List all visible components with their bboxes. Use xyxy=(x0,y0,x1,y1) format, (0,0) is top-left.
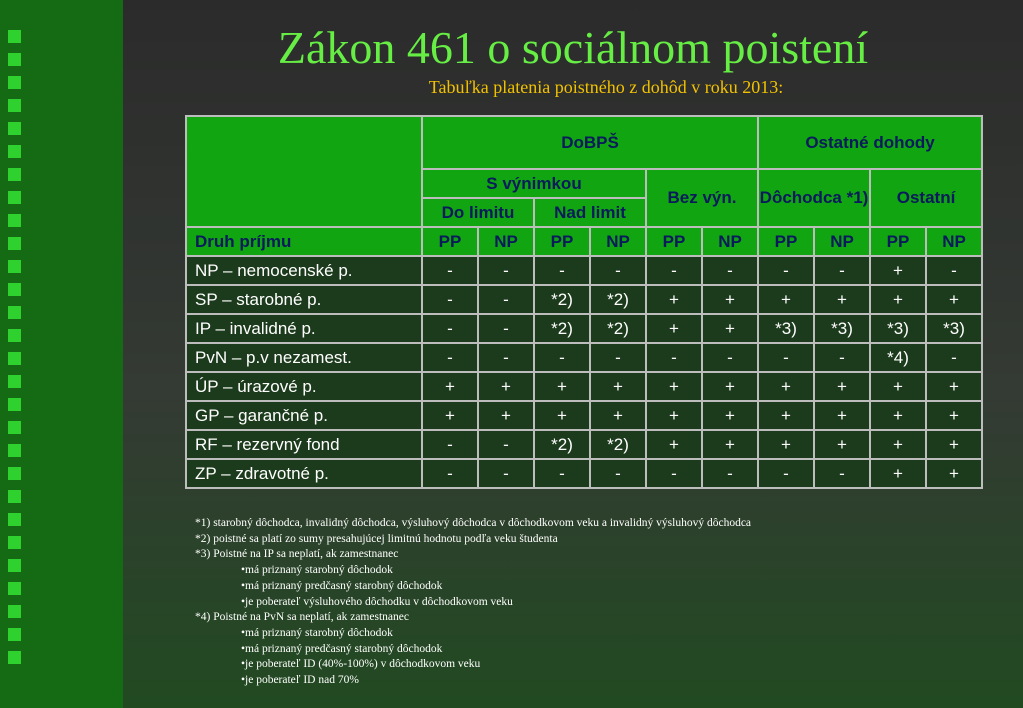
decor-square xyxy=(8,329,21,342)
table-cell: + xyxy=(702,401,758,430)
table-cell: *4) xyxy=(870,343,926,372)
table-cell: + xyxy=(926,372,982,401)
table-cell: - xyxy=(478,256,534,285)
table-cell: *3) xyxy=(870,314,926,343)
table-cell: + xyxy=(814,285,870,314)
table-cell: - xyxy=(478,459,534,488)
decor-square xyxy=(8,214,21,227)
decor-square xyxy=(8,260,21,273)
table-cell: - xyxy=(478,285,534,314)
table-cell: - xyxy=(702,256,758,285)
table-cell: + xyxy=(814,372,870,401)
footnote-line: *4) Poistné na PvN sa neplatí, ak zamestnanec xyxy=(195,611,409,624)
footnote-line: •má priznaný starobný dôchodok xyxy=(241,564,393,577)
row-label: IP – invalidné p. xyxy=(186,314,422,343)
row-label: GP – garančné p. xyxy=(186,401,422,430)
table-cell: + xyxy=(870,372,926,401)
decor-square xyxy=(8,237,21,250)
column-header: PP xyxy=(646,227,702,256)
header-dobps: DoBPŠ xyxy=(422,116,758,169)
footnotes xyxy=(195,516,995,689)
table-cell: - xyxy=(590,256,646,285)
table-row xyxy=(186,401,982,430)
header-dochodca: Dôchodca *1) xyxy=(758,169,870,227)
table-cell: *2) xyxy=(534,285,590,314)
table-cell: + xyxy=(646,285,702,314)
decor-square xyxy=(8,99,21,112)
table-row xyxy=(186,285,982,314)
table-cell: - xyxy=(422,459,478,488)
table-cell: - xyxy=(758,343,814,372)
footnote-line: •je poberateľ ID (40%-100%) v dôchodkovom veku xyxy=(241,658,481,671)
table-cell: *3) xyxy=(758,314,814,343)
table-cell: + xyxy=(422,372,478,401)
table-cell: + xyxy=(702,285,758,314)
table-cell: - xyxy=(814,256,870,285)
decor-square xyxy=(8,513,21,526)
table-cell: + xyxy=(702,372,758,401)
table-row xyxy=(186,430,982,459)
table-cell: - xyxy=(702,343,758,372)
header-ostatni: Ostatní xyxy=(870,169,982,227)
column-header: PP xyxy=(534,227,590,256)
footnote-line: •má priznaný starobný dôchodok xyxy=(241,626,393,639)
row-label: RF – rezervný fond xyxy=(186,430,422,459)
table-cell: + xyxy=(758,401,814,430)
footnote-line: •je poberateľ výsluhového dôchodku v dôchodkovom veku xyxy=(241,595,513,608)
table-row xyxy=(186,256,982,285)
table-cell: *2) xyxy=(534,430,590,459)
table-cell: - xyxy=(646,343,702,372)
table-cell: - xyxy=(702,459,758,488)
table-cell: - xyxy=(478,430,534,459)
footnote-line: •je poberateľ ID nad 70% xyxy=(241,674,359,687)
table-cell: - xyxy=(422,256,478,285)
table-cell: + xyxy=(926,285,982,314)
header-do-limitu: Do limitu xyxy=(422,198,534,227)
left-decor-bar xyxy=(0,0,123,708)
column-header: PP xyxy=(758,227,814,256)
decor-square xyxy=(8,283,21,296)
table-cell: - xyxy=(478,343,534,372)
table-row xyxy=(186,459,982,488)
table-cell: *3) xyxy=(814,314,870,343)
insurance-table xyxy=(185,115,983,489)
table-cell: - xyxy=(534,256,590,285)
table-cell: - xyxy=(646,256,702,285)
table-cell: - xyxy=(646,459,702,488)
table-cell: - xyxy=(814,459,870,488)
table-cell: + xyxy=(758,285,814,314)
table-cell: - xyxy=(534,459,590,488)
column-header: NP xyxy=(478,227,534,256)
table-cell: + xyxy=(590,372,646,401)
table-cell: - xyxy=(590,343,646,372)
footnote-line: *2) poistné sa platí zo sumy presahujúcej limitnú hodnotu podľa veku študenta xyxy=(195,532,558,545)
table-cell: *2) xyxy=(590,314,646,343)
table-cell: - xyxy=(422,430,478,459)
decor-square xyxy=(8,375,21,388)
table-cell: + xyxy=(870,459,926,488)
table-cell: + xyxy=(870,256,926,285)
table-cell: - xyxy=(422,343,478,372)
table-cell: - xyxy=(422,285,478,314)
decor-square xyxy=(8,352,21,365)
table-cell: + xyxy=(814,401,870,430)
footnote-line: •má priznaný predčasný starobný dôchodok xyxy=(241,642,443,655)
table-cell: + xyxy=(646,314,702,343)
row-label: ÚP – úrazové p. xyxy=(186,372,422,401)
row-label: NP – nemocenské p. xyxy=(186,256,422,285)
decor-square xyxy=(8,168,21,181)
table-cell: + xyxy=(870,401,926,430)
table-cell: *2) xyxy=(590,430,646,459)
table-cell: + xyxy=(758,372,814,401)
footnote-line: •má priznaný predčasný starobný dôchodok xyxy=(241,579,443,592)
decor-square xyxy=(8,30,21,43)
decor-square xyxy=(8,191,21,204)
table-row xyxy=(186,372,982,401)
column-header: NP xyxy=(814,227,870,256)
table-cell: + xyxy=(534,401,590,430)
table-cell: + xyxy=(758,430,814,459)
table-cell: + xyxy=(534,372,590,401)
table-cell: + xyxy=(702,314,758,343)
decor-square xyxy=(8,444,21,457)
table-cell: + xyxy=(478,401,534,430)
table-cell: *3) xyxy=(926,314,982,343)
page-title: Zákon 461 o sociálnom poistení xyxy=(277,22,869,73)
table-cell: - xyxy=(926,256,982,285)
decor-square xyxy=(8,628,21,641)
decor-square xyxy=(8,605,21,618)
decor-square xyxy=(8,582,21,595)
decor-squares xyxy=(8,30,22,674)
column-header: NP xyxy=(590,227,646,256)
table-row xyxy=(186,343,982,372)
column-header: PP xyxy=(422,227,478,256)
decor-square xyxy=(8,398,21,411)
header-nad-limit: Nad limit xyxy=(534,198,646,227)
table-cell: - xyxy=(422,314,478,343)
decor-square xyxy=(8,559,21,572)
page-subtitle: Tabuľka platenia poistného z dohôd v roku 2013: xyxy=(428,77,784,97)
table-cell: - xyxy=(758,459,814,488)
table-cell: - xyxy=(590,459,646,488)
decor-square xyxy=(8,536,21,549)
table-cell: + xyxy=(646,372,702,401)
column-header: NP xyxy=(702,227,758,256)
header-corner-cell xyxy=(186,116,422,227)
footnote-line: *3) Poistné na IP sa neplatí, ak zamestnanec xyxy=(195,548,399,561)
decor-square xyxy=(8,490,21,503)
decor-square xyxy=(8,76,21,89)
header-bez-vyn: Bez výn. xyxy=(646,169,758,227)
table-cell: + xyxy=(478,372,534,401)
table-cell: + xyxy=(926,459,982,488)
row-label: ZP – zdravotné p. xyxy=(186,459,422,488)
table-cell: + xyxy=(702,430,758,459)
column-header: NP xyxy=(926,227,982,256)
column-header: PP xyxy=(870,227,926,256)
header-ostatne-dohody: Ostatné dohody xyxy=(758,116,982,169)
decor-square xyxy=(8,122,21,135)
header-druh-prijmu: Druh príjmu xyxy=(186,227,422,256)
table-cell: + xyxy=(870,430,926,459)
table-cell: + xyxy=(926,430,982,459)
table-cell: + xyxy=(814,430,870,459)
row-label: SP – starobné p. xyxy=(186,285,422,314)
table-cell: *2) xyxy=(590,285,646,314)
table-row xyxy=(186,314,982,343)
decor-square xyxy=(8,421,21,434)
table-cell: - xyxy=(814,343,870,372)
decor-square xyxy=(8,145,21,158)
table-cell: + xyxy=(422,401,478,430)
decor-square xyxy=(8,306,21,319)
table-cell: + xyxy=(590,401,646,430)
row-label: PvN – p.v nezamest. xyxy=(186,343,422,372)
table-cell: + xyxy=(646,430,702,459)
table-cell: - xyxy=(758,256,814,285)
table-cell: - xyxy=(534,343,590,372)
table-cell: *2) xyxy=(534,314,590,343)
decor-square xyxy=(8,467,21,480)
table-cell: + xyxy=(926,401,982,430)
footnote-line: *1) starobný dôchodca, invalidný dôchodca, výsluhový dôchodca v dôchodkovom veku a invalidný výsluhový dôchodca xyxy=(195,517,752,529)
table-cell: - xyxy=(478,314,534,343)
table-cell: + xyxy=(646,401,702,430)
decor-square xyxy=(8,651,21,664)
decor-square xyxy=(8,53,21,66)
table-cell: - xyxy=(926,343,982,372)
table-cell: + xyxy=(870,285,926,314)
header-s-vynimkou: S výnimkou xyxy=(422,169,646,198)
